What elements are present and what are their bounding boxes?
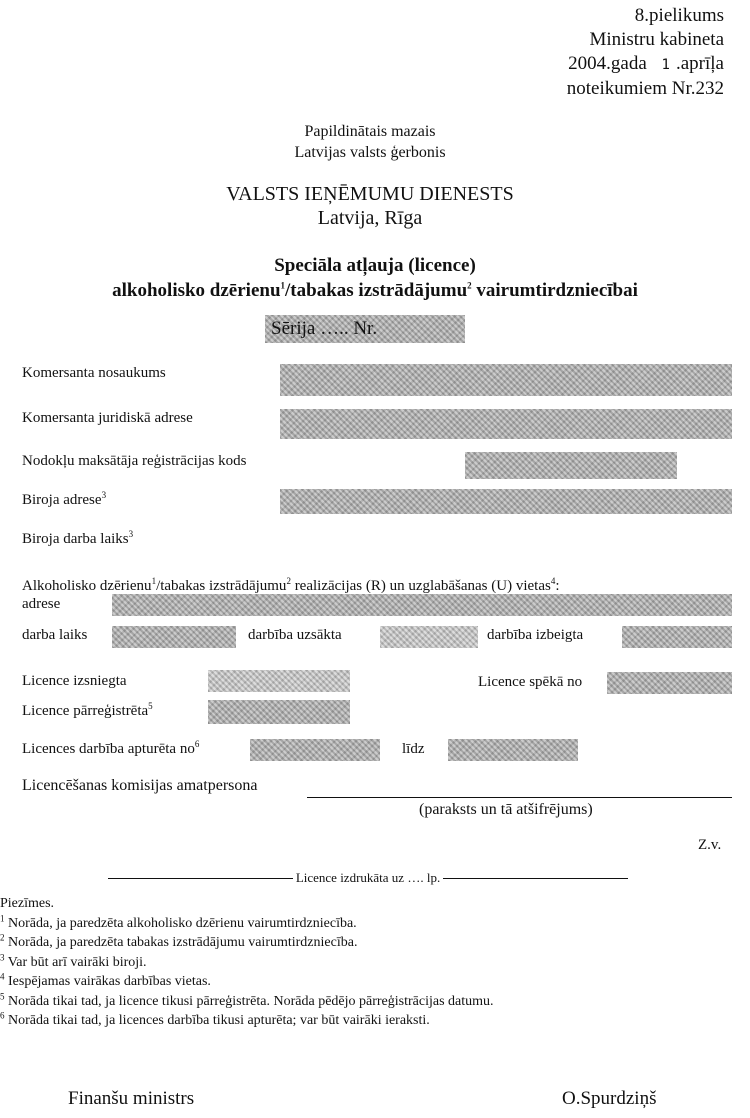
location-address-label: adrese <box>22 596 61 612</box>
licence-issued-label: Licence izsniegta <box>22 673 127 689</box>
notes-heading: Piezīmes. <box>0 896 55 911</box>
tax-code-label: Nodokļu maksātāja reģistrācijas kods <box>22 453 247 469</box>
signature-caption: (paraksts un tā atšifrējums) <box>419 801 593 818</box>
ended-field[interactable] <box>622 626 732 648</box>
started-field[interactable] <box>380 626 478 648</box>
started-label: darbība uzsākta <box>248 627 342 643</box>
stamp-label: Z.v. <box>698 837 722 853</box>
licence-issued-field[interactable] <box>208 670 350 692</box>
notes <box>0 894 494 1031</box>
printed-on-rule-right <box>443 878 628 879</box>
office-address-label: Biroja adrese$^3$ <box>22 490 107 508</box>
suspended-label: Licences darbība apturēta $no^6$ <box>22 739 200 757</box>
company-name-field[interactable] <box>280 364 732 396</box>
office-address-field[interactable] <box>280 489 732 514</box>
emblem-caption: Papildinātais mazais Latvijas valsts ģerbonis <box>294 123 446 161</box>
location-address-field[interactable] <box>112 594 732 616</box>
official-label: Licencēšanas komisijas amatpersona <box>22 777 258 794</box>
authority <box>160 182 580 230</box>
location-hours-field[interactable] <box>112 626 236 648</box>
reregistered-label: Licence pārreģistrēta$^5$ <box>22 701 153 719</box>
series-label: Sērija ….. Nr. <box>271 318 378 339</box>
minister-title: Finanšu ministrs <box>68 1088 195 1109</box>
annex-header <box>404 4 724 101</box>
note-item: $^6$ Norāda tikai tad, ja licences darbība tikusi apturēta; var būt vairāki ieraksti. <box>0 1010 430 1028</box>
office-hours-label: Biroja darba laiks$^3$ <box>22 529 134 547</box>
suspended-until-field[interactable] <box>448 739 578 761</box>
printed-on-text: Licence izdrukāta uz …. lp. <box>295 870 441 885</box>
ended-label: darbība izbeigta <box>487 627 584 643</box>
annex-number: 8.pielikums <box>634 5 724 26</box>
valid-from-field[interactable] <box>607 672 732 694</box>
authority-place: Latvija, Rīga <box>317 207 423 229</box>
reregistered-field[interactable] <box>208 700 350 724</box>
document-title: Speciāla atļauja (licence) alkoholisko dzērienu$^1$/tabakas izstrādājumu$^2$ vairumtirdzniecībai <box>112 255 638 301</box>
annex-regulation: noteikumiem Nr.232 <box>566 78 724 99</box>
note-item: $^3$ Var būt arī vairāki biroji. <box>0 951 147 970</box>
valid-from-label: Licence spēkā no <box>478 674 583 690</box>
printed-on-row <box>108 870 628 886</box>
tax-code-field[interactable] <box>465 452 677 479</box>
suspended-from-field[interactable] <box>250 739 380 761</box>
note-item: $^2$ Norāda, ja paredzēta tabakas izstrādājumu vairumtirdzniecība. <box>0 932 358 950</box>
series-number-field[interactable] <box>265 315 465 343</box>
authority-name: VALSTS IEŅĒMUMU DIENESTS <box>226 183 514 205</box>
annex-date: 2004.gada 1 .aprīļa <box>568 53 724 74</box>
annex-cabinet: Ministru kabineta <box>589 29 724 50</box>
until-label: līdz <box>402 741 425 757</box>
legal-address-field[interactable] <box>280 409 732 439</box>
note-item: $^1$ Norāda, ja paredzēta alkoholisko dzērienu vairumtirdzniecība. <box>0 912 357 931</box>
location-hours-label: darba laiks <box>22 627 88 643</box>
locations-heading: Alkoholisko dzērienu$^1$/tabakas izstrādājumu$^2$ realizācijas (R) un uzglabāšanas (U) vietas$^4$: <box>22 576 560 594</box>
note-item: $^4$ Iespējamas vairākas darbības vietas. <box>0 971 211 989</box>
minister-name: O.Spurdziņš <box>562 1088 657 1109</box>
legal-address-label: Komersanta juridiskā adrese <box>22 410 193 426</box>
signature-line[interactable] <box>307 797 732 798</box>
company-name-label: Komersanta nosaukums <box>22 365 166 381</box>
printed-on-rule-left <box>108 878 293 879</box>
note-item: $^5$ Norāda tikai tad, ja licence tikusi pārreģistrēta. Norāda pēdējo pārreģistrācijas datumu. <box>0 990 494 1009</box>
